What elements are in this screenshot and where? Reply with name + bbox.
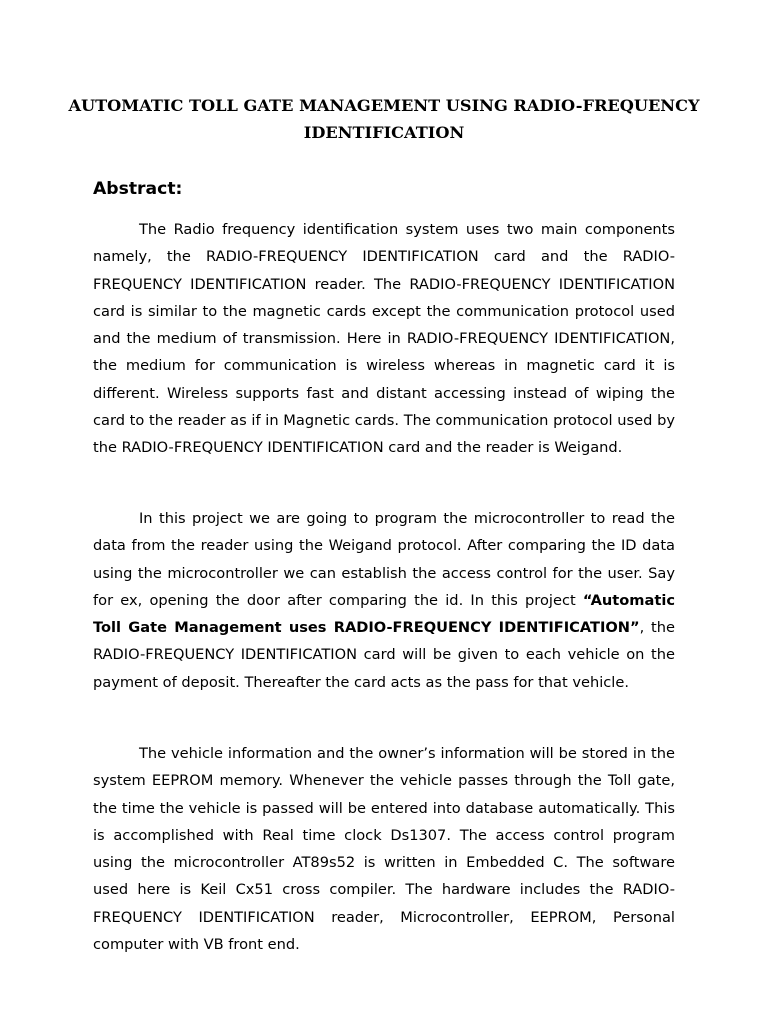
abstract-paragraph-1: The Radio frequency identification system uses two main components namely, the RADIO-FREQUENCY IDENTIFICATION card and the RADIO-FREQUENCY IDENTIFICATION reader. The RADIO-FREQUENCY IDENTIFICATION card is similar to the magnetic cards except the communication protocol used and the medium of transmission. Here in RADIO-FREQUENCY IDENTIFICATION, the medium for communication is wireless whereas in magnetic card it is different. Wireless supports fast and distant accessing instead of wiping the card to the reader as if in Magnetic cards. The communication protocol used by the RADIO-FREQUENCY IDENTIFICATION card and the reader is Weigand.	[93, 221, 675, 457]
abstract-paragraph-2	[93, 505, 675, 696]
paragraph-2-text-before: In this project we are going to program the microcontroller to read the data from the reader using the Weigand protocol. After comparing the ID data using the microcontroller we can establish the access control for the user. Say for ex, opening the door after comparing the id. In this project	[93, 510, 675, 609]
document-title: AUTOMATIC TOLL GATE MANAGEMENT USING RADIO-FREQUENCY IDENTIFICATION	[68, 96, 700, 142]
project-title-bold: “Automatic Toll Gate Management uses RADIO-FREQUENCY IDENTIFICATION”	[93, 591, 675, 637]
paragraph-2-text-after: , the RADIO-FREQUENCY IDENTIFICATION card will be given to each vehicle on the payment of deposit. Thereafter the card acts as the pass for that vehicle.	[93, 619, 675, 691]
abstract-paragraph-3: The vehicle information and the owner’s information will be stored in the system EEPROM memory. Whenever the vehicle passes through the Toll gate, the time the vehicle is passed will be entered into database automatically. This is accomplished with Real time clock Ds1307. The access control program using the microcontroller AT89s52 is written in Embedded C. The software used here is Keil Cx51 cross compiler. The hardware includes the RADIO-FREQUENCY IDENTIFICATION reader, Microcontroller, EEPROM, Personal computer with VB front end.	[93, 745, 675, 954]
abstract-heading: Abstract:	[93, 179, 183, 199]
